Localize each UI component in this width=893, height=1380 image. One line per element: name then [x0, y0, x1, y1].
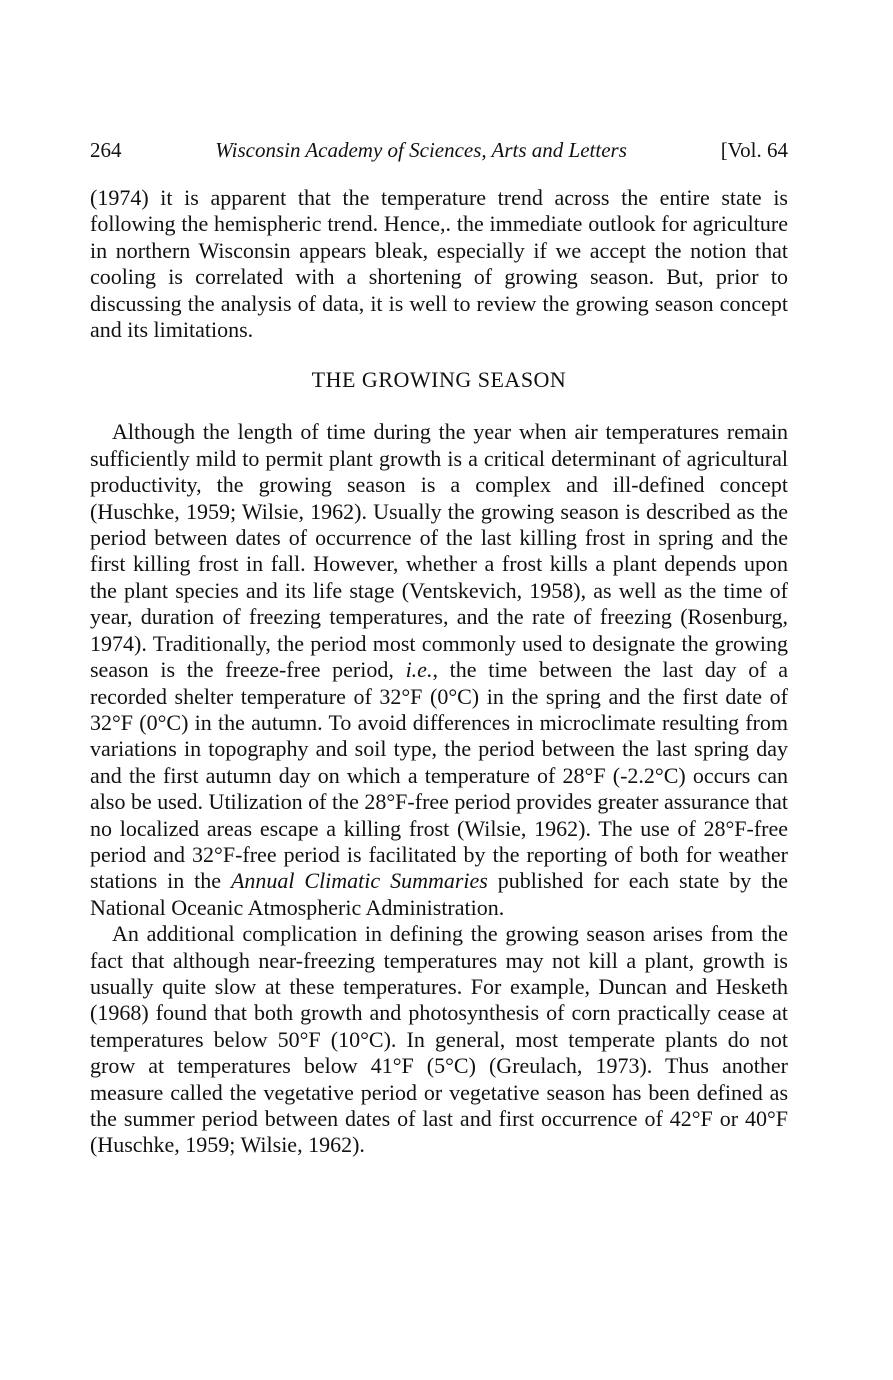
journal-title: Wisconsin Academy of Sciences, Arts and Letters: [215, 138, 627, 162]
volume-label: [Vol. 64: [720, 138, 788, 162]
paragraph-text-2: , the time between the last day of a recorded shelter temperature of 32°F (0°C) in the spring and the first date of 32°F (0°C) in the autumn. To avoid differences in microclimate resulting from variations in topography and soil type, the period between the last spring day and the first autumn day on which a temperature of 28°F (-2.2°C) occurs can also be used. Utilization of the 28°F-free period provides greater assurance that no localized areas escape a killing frost (Wilsie, 1962). The use of 28°F-free period and 32°F-free period is facilitated by the reporting of both for weather stations in the: [90, 657, 788, 894]
intro-paragraph: (1974) it is apparent that the temperature trend across the entire state is following the hemispheric trend. Hence,. the immediate outlook for agriculture in northern Wisconsin appears bleak, especially if we accept the notion that cooling is correlated with a shortening of growing season. But, prior to discussing the analysis of data, it is well to review the growing season concept and its limitations.: [90, 185, 788, 343]
publication-title: Annual Climatic Summaries: [230, 868, 488, 894]
section-heading: THE GROWING SEASON: [311, 367, 567, 393]
ie-abbreviation: i.e.: [405, 657, 433, 683]
paragraph-text-1: Although the length of time during the year when air temperatures remain sufficiently mild to permit plant growth is a critical determinant of agricultural productivity, the growing season is a complex and ill-defined concept (Huschke, 1959; Wilsie, 1962). Usually the growing season is described as the period between dates of occurrence of the last killing frost in spring and the first killing frost in fall. However, whether a frost kills a plant depends upon the plant species and its life stage (Ventskevich, 1958), as well as the time of year, duration of freezing temperatures, and the rate of freezing (Rosenburg, 1974). Traditionally, the period most commonly used to designate the growing season is the freeze-free period,: [90, 419, 788, 683]
complication-paragraph: An additional complication in defining the growing season arises from the fact that although near-freezing temperatures may not kill a plant, growth is usually quite slow at these temperatures. For example, Duncan and Hesketh (1968) found that both growth and photosynthesis of corn practically cease at temperatures below 50°F (10°C). In general, most temperate plants do not grow at temperatures below 41°F (5°C) (Greulach, 1973). Thus another measure called the vegetative period or vegetative season has been defined as the summer period between dates of last and first occurrence of 42°F or 40°F (Huschke, 1959; Wilsie, 1962).: [90, 921, 788, 1158]
growing-season-paragraph: [90, 419, 788, 921]
running-head: [90, 138, 788, 163]
page: [90, 138, 788, 1159]
page-number: 264: [90, 138, 122, 162]
paragraph-text-3: published for each state by the National Oceanic Atmospheric Administration.: [90, 868, 788, 920]
